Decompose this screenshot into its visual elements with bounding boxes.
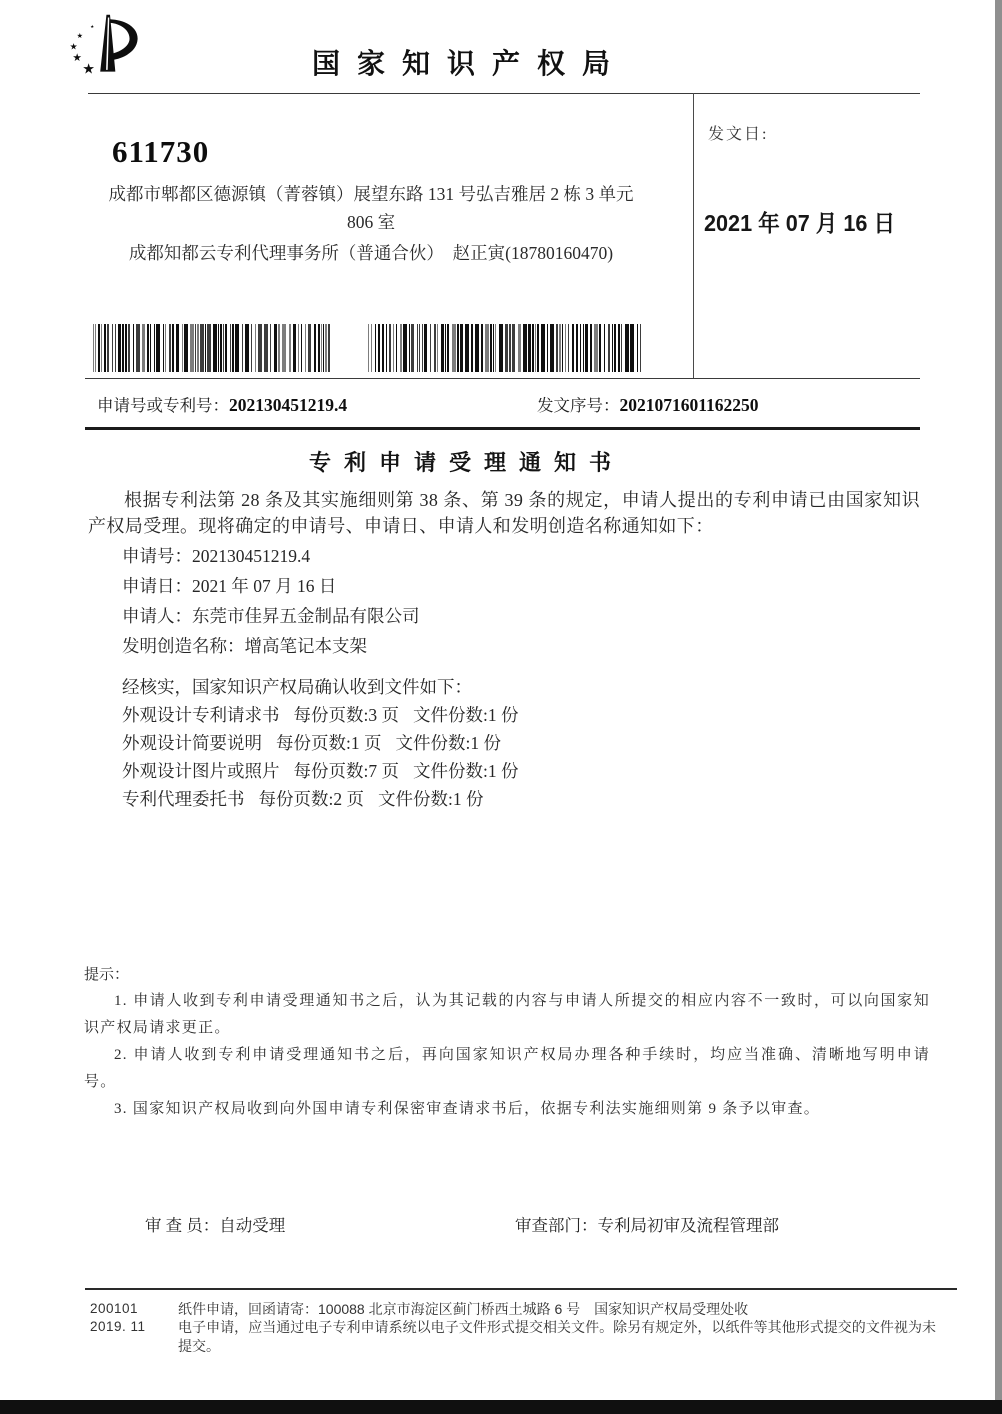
recipient-address (88, 180, 654, 236)
doc-copies: 文件份数:1 份 (413, 705, 519, 725)
field-value: 增高笔记本支架 (244, 636, 367, 656)
footer-divider (85, 1288, 957, 1290)
dispatch-date-label: 发文日: (708, 126, 769, 143)
field-label: 申请日： (122, 576, 192, 596)
department-label: 审查部门： (515, 1216, 598, 1235)
doc-pages: 每份页数:3 页 (293, 705, 399, 725)
received-item (122, 757, 519, 785)
scan-edge-right (995, 0, 1002, 1414)
svg-text:★: ★ (90, 25, 95, 31)
notice-intro: 根据专利法第 28 条及其实施细则第 38 条、第 39 条的规定，申请人提出的专利申请已由国家知识产权局受理。现将确定的申请号、申请日、申请人和发明创造名称通知如下： (88, 490, 920, 536)
received-item (122, 785, 519, 813)
svg-text:★: ★ (72, 51, 82, 64)
serial-number-value: 2021071601162250 (619, 395, 759, 415)
postal-code: 611730 (112, 134, 210, 169)
field-invention-title (122, 631, 420, 661)
svg-text:★: ★ (76, 30, 83, 40)
department-row (515, 1212, 779, 1236)
footer-electronic-line: 电子申请，应当通过电子专利申请系统以电子文件形式提交相关文件。除另有规定外，以纸件等其他形式提交的文件视为未提交。 (178, 1319, 936, 1354)
notice-title: 专利申请受理通知书 (308, 450, 624, 475)
field-label: 申请人： (122, 606, 192, 626)
field-application-no (122, 541, 420, 571)
notes-label: 提示： (84, 967, 130, 983)
field-applicant (122, 601, 420, 631)
application-number (97, 392, 347, 418)
barcode-left (93, 324, 333, 372)
department-value: 专利局初审及流程管理部 (597, 1216, 779, 1235)
doc-pages: 每份页数:7 页 (293, 761, 399, 781)
field-value: 2021 年 07 月 16 日 (192, 576, 337, 596)
agency-line: 成都知都云专利代理事务所（普通合伙） 赵正寅(18780160470) (128, 243, 614, 263)
doc-name: 外观设计图片或照片 (122, 761, 280, 781)
address-line-2: 806 室 (346, 212, 396, 232)
note-item-1: 1. 申请人收到专利申请受理通知书之后，认为其记载的内容与申请人所提交的相应内容不一致时，可以向国家知识产权局请求更正。 (84, 993, 930, 1036)
application-number-label: 申请号或专利号： (97, 396, 229, 415)
examiner-value: 自动受理 (219, 1216, 286, 1235)
notes-list (84, 988, 930, 1123)
field-label: 发明创造名称： (122, 636, 245, 656)
dispatch-date-box (693, 93, 921, 378)
examiner-label: 审 查 员： (145, 1216, 220, 1235)
agency-title: 国家知识产权局 (311, 49, 627, 80)
received-item (122, 701, 519, 729)
doc-copies: 文件份数:1 份 (413, 761, 519, 781)
doc-copies: 文件份数:1 份 (395, 733, 501, 753)
doc-name: 外观设计简要说明 (122, 733, 262, 753)
scan-edge-bottom (0, 1400, 1002, 1414)
form-version: 2019. 11 (90, 1319, 146, 1334)
svg-text:★: ★ (82, 61, 96, 78)
form-code: 200101 (90, 1301, 139, 1316)
application-number-value: 202130451219.4 (229, 395, 348, 415)
field-label: 申请号： (122, 546, 192, 566)
dispatch-date-value: 2021 年 07 月 16 日 (704, 210, 896, 236)
examiner-row (145, 1212, 285, 1236)
doc-name: 专利代理委托书 (122, 789, 245, 809)
field-value: 202130451219.4 (192, 546, 311, 566)
address-line-1: 成都市郫都区德源镇（菁蓉镇）展望东路 131 号弘吉雅居 2 栋 3 单元 (108, 184, 634, 204)
footer-paper-line: 纸件申请，回函请寄：100088 北京市海淀区蓟门桥西土城路 6 号 国家知识产权局受理处收 (178, 1301, 749, 1317)
note-item-2: 2. 申请人收到专利申请受理通知书之后，再向国家知识产权局办理各种手续时，均应当准确、清晰地写明申请号。 (84, 1047, 930, 1090)
barcode-divider (85, 378, 920, 379)
field-filing-date (122, 571, 420, 601)
barcode-right (368, 324, 644, 372)
doc-copies: 文件份数:1 份 (378, 789, 484, 809)
field-value: 东莞市佳昇五金制品有限公司 (192, 606, 420, 626)
received-intro: 经核实，国家知识产权局确认收到文件如下： (122, 677, 472, 697)
note-item-3: 3. 国家知识产权局收到向外国申请专利保密审查请求书后，依据专利法实施细则第 9 条予以审查。 (114, 1101, 821, 1117)
doc-pages: 每份页数:2 页 (258, 789, 364, 809)
serial-number-label: 发文序号： (537, 396, 620, 415)
reference-divider (85, 427, 920, 430)
received-item (122, 729, 519, 757)
svg-text:★: ★ (69, 42, 78, 53)
application-fields (122, 541, 420, 661)
serial-number (537, 392, 759, 418)
doc-pages: 每份页数:1 页 (276, 733, 382, 753)
received-documents (122, 673, 519, 813)
doc-name: 外观设计专利请求书 (122, 705, 280, 725)
